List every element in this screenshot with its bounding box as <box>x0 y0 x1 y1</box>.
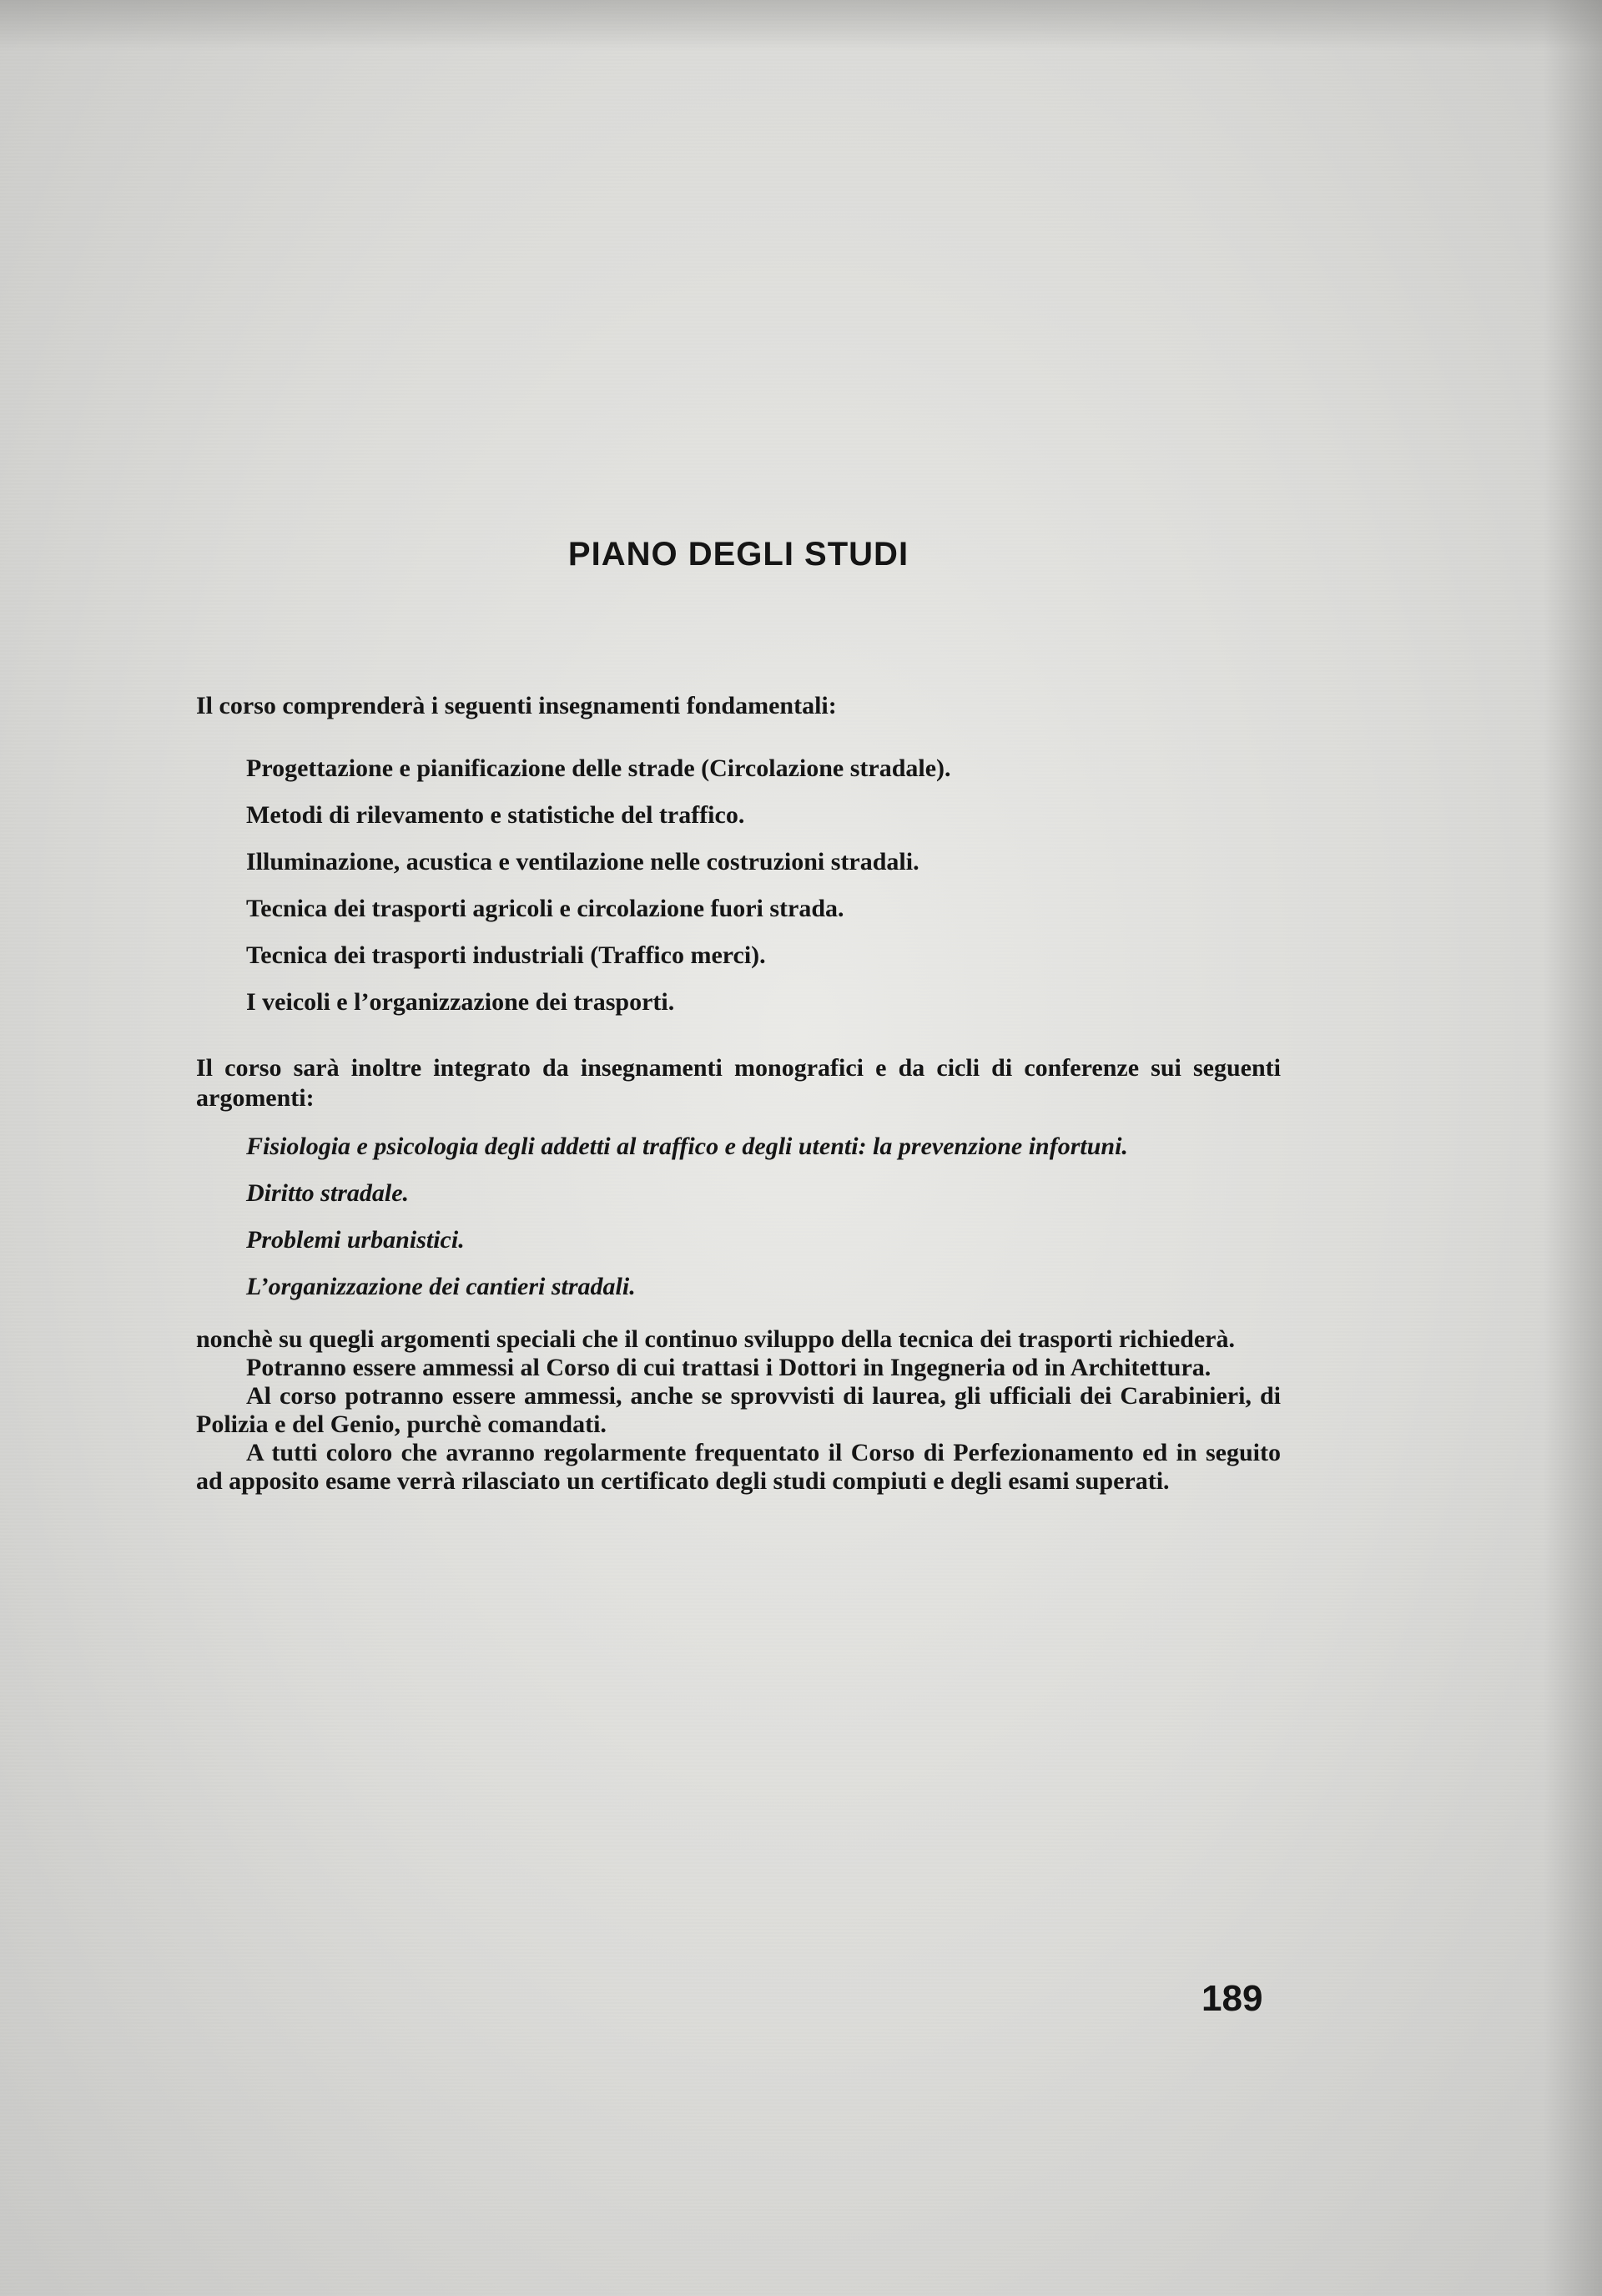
closing-section <box>196 1325 1281 1496</box>
list-item: Illuminazione, acustica e ventilazione nelle costruzioni stradali. <box>246 848 919 876</box>
list-item: Progettazione e pianificazione delle strade (Circolazione stradale). <box>246 754 951 782</box>
list-item: L’organizzazione dei cantieri stradali. <box>246 1273 636 1300</box>
page-number: 189 <box>1202 1978 1263 2019</box>
closing-paragraph: A tutti coloro che avranno regolarmente frequentato il Corso di Perfezionamento ed in seguito ad apposito esame verrà rilasciato un certificato degli studi compiuti e degli esami superati. <box>196 1439 1281 1495</box>
closing-paragraph: nonchè su quegli argomenti speciali che il continuo sviluppo della tecnica dei trasporti richiederà. <box>196 1325 1235 1353</box>
list-item: Metodi di rilevamento e statistiche del traffico. <box>246 801 745 829</box>
list-item: Fisiologia e psicologia degli addetti al traffico e degli utenti: la prevenzione infortuni. <box>246 1133 1128 1160</box>
page-right-shadow <box>1544 0 1602 2296</box>
list-item: Diritto stradale. <box>246 1179 410 1207</box>
integration-paragraph: Il corso sarà inoltre integrato da insegnamenti monografici e da cicli di conferenze sui seguenti argomenti: <box>196 1054 1281 1112</box>
monographic-topics-list <box>246 1123 1281 1310</box>
closing-paragraph: Al corso potranno essere ammessi, anche se sprovvisti di laurea, gli ufficiali dei Carabinieri, di Polizia e del Genio, purchè comandati. <box>196 1382 1281 1438</box>
list-item: I veicoli e l’organizzazione dei trasporti. <box>246 988 675 1016</box>
closing-paragraph: Potranno essere ammessi al Corso di cui trattasi i Dottori in Ingegneria od in Architettura. <box>246 1354 1212 1381</box>
page-title: PIANO DEGLI STUDI <box>567 536 909 573</box>
list-item: Problemi urbanistici. <box>246 1226 465 1254</box>
fundamental-courses-list <box>246 745 1281 1026</box>
intro-paragraph: Il corso comprenderà i seguenti insegnamenti fondamentali: <box>196 692 837 719</box>
list-item: Tecnica dei trasporti agricoli e circolazione fuori strada. <box>246 895 844 922</box>
page-top-shadow <box>0 0 1602 50</box>
list-item: Tecnica dei trasporti industriali (Traffico merci). <box>246 941 766 969</box>
